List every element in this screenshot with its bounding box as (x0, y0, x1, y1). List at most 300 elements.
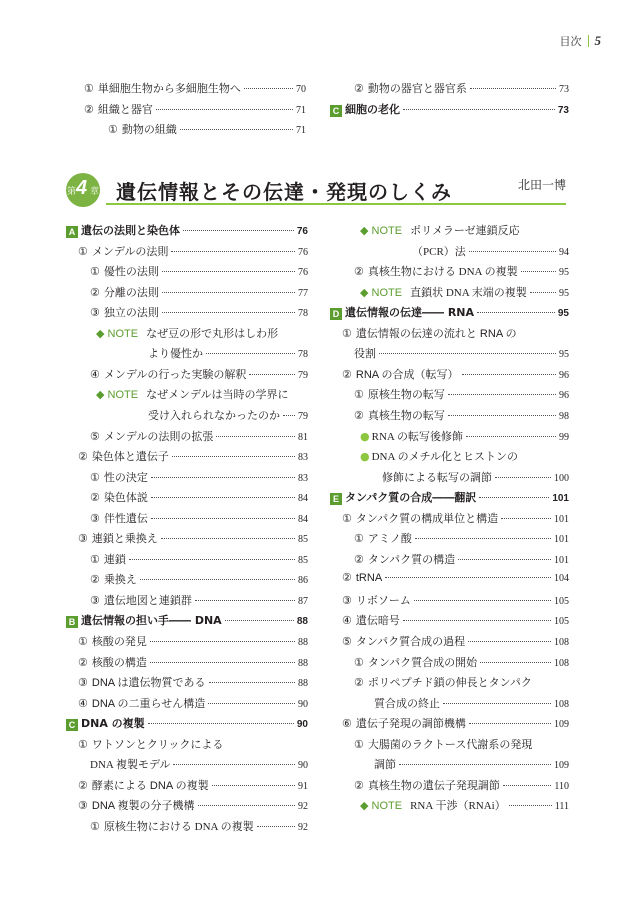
chapter-badge (66, 173, 100, 207)
entry-page: 76 (298, 246, 308, 258)
dot-leader (206, 353, 295, 354)
toc-entry[interactable] (330, 756, 569, 775)
entry-page: 99 (559, 431, 569, 443)
entry-page: 85 (298, 534, 308, 546)
toc-entry[interactable] (66, 489, 308, 508)
entry-page: 83 (298, 452, 308, 464)
entry-page: 90 (298, 760, 308, 772)
entry-number: ① (90, 471, 100, 484)
entry-number: ② (354, 677, 364, 690)
toc-entry[interactable] (66, 386, 308, 405)
entry-number: ② (354, 553, 364, 566)
chapter-prefix: 第 (67, 186, 77, 196)
entry-page: 84 (298, 513, 308, 525)
toc-entry[interactable] (330, 101, 569, 120)
entry-title: 核酸の発見 (91, 636, 147, 648)
toc-entry[interactable] (84, 121, 306, 140)
entry-page: 101 (554, 534, 569, 546)
entry-title: 遺伝情報の担い手―― DNA (81, 614, 222, 628)
dot-leader (477, 312, 555, 313)
entry-title: ワトソンとクリックによる (91, 738, 224, 751)
entry-title: ポリペプチド鎖の伸長とタンパク (367, 677, 532, 690)
entry-page: 104 (554, 573, 569, 585)
entry-title: RNA 干渉（RNAi） (410, 800, 506, 813)
entry-page: 73 (557, 104, 569, 116)
entry-number: ① (354, 533, 364, 546)
entry-page: 101 (552, 493, 569, 505)
entry-title: 原核生物における DNA の複製 (103, 820, 254, 833)
entry-title: RNA の転写後修飾 (371, 430, 463, 443)
entry-page: 108 (554, 657, 569, 669)
toc-entry[interactable] (330, 428, 569, 447)
entry-title: DNA の二重らせん構造 (91, 697, 206, 710)
entry-number: ① (342, 512, 352, 525)
entry-page: 87 (298, 595, 308, 607)
entry-title: 組織と器官 (97, 103, 153, 116)
dot-leader (148, 723, 294, 724)
entry-page: 101 (554, 513, 569, 525)
toc-entry[interactable] (66, 222, 308, 241)
dot-leader (415, 538, 551, 539)
entry-page: 105 (554, 616, 569, 628)
entry-title: 大腸菌のラクトース代謝系の発現 (367, 738, 533, 751)
dot-leader (150, 641, 295, 642)
entry-title: タンパク質の合成――翻訳 (345, 491, 477, 505)
entry-page: 88 (298, 678, 308, 690)
dot-leader (156, 109, 293, 110)
entry-page: 109 (554, 719, 569, 731)
toc-entry[interactable] (330, 715, 569, 734)
page-header (560, 33, 602, 49)
entry-number: ① (78, 245, 88, 258)
entry-page: 79 (298, 410, 308, 422)
entry-title: タンパク質の構造 (367, 553, 456, 566)
entry-page: 92 (298, 821, 308, 833)
toc-entry[interactable] (84, 80, 306, 99)
chapter-suffix: 章 (89, 186, 99, 196)
toc-entry[interactable] (330, 489, 569, 508)
entry-title: 分離の法則 (103, 286, 159, 299)
entry-title: 真核生物の転写 (367, 409, 445, 422)
entry-page: 108 (554, 698, 569, 710)
entry-number: ④ (90, 368, 100, 381)
toc-entry[interactable] (330, 469, 569, 488)
entry-title: RNA の合成（転写） (355, 368, 459, 381)
entry-title: 核酸の構造 (91, 656, 147, 669)
toc-entry[interactable] (66, 715, 308, 734)
entry-page: 79 (298, 369, 308, 381)
entry-title: DNA 複製の分子機構 (91, 800, 195, 813)
entry-number: ② (90, 286, 100, 299)
toc-entry[interactable] (330, 797, 569, 816)
dot-leader (503, 785, 551, 786)
entry-number: ① (78, 636, 88, 648)
entry-number: ② (78, 451, 88, 464)
entry-title: アミノ酸 (367, 533, 412, 546)
toc-entry[interactable] (330, 263, 569, 282)
entry-number: ③ (90, 307, 100, 320)
entry-page: 90 (296, 719, 308, 731)
entry-number: ⑤ (90, 430, 100, 443)
entry-number: ③ (90, 594, 100, 607)
entry-title: 動物の器官と器官系 (367, 83, 467, 95)
toc-entry[interactable] (330, 304, 569, 323)
toc-entry[interactable] (330, 695, 569, 714)
toc-entry[interactable] (66, 777, 308, 796)
entry-title: 遺伝の法則と染色体 (81, 224, 180, 237)
entry-title: 酵素による DNA の複製 (91, 779, 209, 792)
toc-entry[interactable] (84, 101, 306, 120)
entry-title: タンパク質合成の開始 (367, 656, 478, 669)
entry-number: ① (108, 124, 118, 136)
entry-title: 遺伝暗号 (355, 615, 400, 628)
entry-page: 77 (298, 287, 308, 299)
note-label: ◆ NOTE (96, 389, 139, 402)
toc-entry[interactable] (66, 592, 308, 611)
toc-entry[interactable] (66, 263, 308, 282)
entry-number: ① (354, 738, 364, 751)
entry-page: 101 (554, 554, 569, 566)
entry-page: 88 (296, 616, 308, 628)
note-label: ◆ NOTE (360, 800, 403, 813)
toc-entry[interactable] (330, 633, 569, 652)
dot-leader (151, 477, 295, 478)
entry-page: 96 (559, 390, 569, 402)
dot-leader (458, 559, 551, 560)
entry-number: ① (78, 738, 88, 751)
entry-page: 71 (296, 125, 306, 136)
entry-page: 98 (559, 410, 569, 422)
dot-leader (208, 703, 295, 704)
note-label: ◆ NOTE (360, 286, 403, 299)
entry-title: タンパク質の構成単位と構造 (355, 512, 499, 525)
entry-number: ② (78, 779, 88, 792)
entry-page: 95 (559, 349, 569, 361)
chapter-rule (106, 203, 566, 205)
toc-entry[interactable] (330, 243, 569, 262)
toc-entry[interactable] (66, 654, 308, 673)
dot-leader (180, 129, 293, 130)
entry-title: 伴性遺伝 (103, 512, 148, 525)
dot-leader (530, 292, 556, 293)
entry-title: メンデルの行った実験の解釈 (103, 368, 247, 381)
toc-entry[interactable] (330, 80, 569, 99)
dot-leader (162, 271, 295, 272)
entry-number: ① (90, 820, 100, 833)
entry-title: 調節 (374, 759, 396, 772)
section-letter-box: C (66, 719, 78, 731)
dot-leader (225, 620, 294, 621)
toc-entry[interactable] (330, 345, 569, 364)
entry-title: 遺伝地図と連鎖群 (103, 594, 192, 607)
entry-page: 91 (298, 780, 308, 792)
toc-entry[interactable] (66, 818, 308, 837)
toc-entry[interactable] (66, 674, 308, 693)
entry-page: 81 (298, 431, 308, 443)
chapter-number: 4 (76, 177, 88, 199)
header-divider (588, 35, 589, 47)
entry-title: 連鎖 (103, 553, 126, 566)
dot-leader (129, 559, 295, 560)
entry-title: 受け入れられなかったのか (148, 409, 280, 422)
dot-leader (283, 415, 295, 416)
entry-number: ② (84, 103, 94, 116)
toc-entry[interactable] (66, 284, 308, 303)
entry-title: DNA の複製 (81, 717, 145, 731)
entry-number: ③ (78, 800, 88, 813)
dot-leader (469, 723, 551, 724)
toc-entry[interactable] (66, 469, 308, 488)
toc-entry[interactable] (330, 510, 569, 529)
entry-number: ① (90, 553, 100, 566)
dot-leader (212, 785, 295, 786)
chapter-heading (66, 170, 566, 204)
entry-page: 83 (298, 472, 308, 484)
entry-number: ③ (90, 512, 100, 525)
entry-title: 真核生物における DNA の複製 (367, 266, 518, 279)
toc-entry[interactable] (330, 592, 569, 611)
dot-leader (468, 641, 551, 642)
entry-page: 111 (554, 801, 569, 813)
entry-page: 76 (298, 267, 308, 279)
entry-title: メンデルの法則の拡張 (103, 430, 214, 443)
toc-entry[interactable] (330, 612, 569, 631)
toc-entry[interactable] (66, 366, 308, 385)
header-label: 目次 (559, 35, 582, 48)
entry-title: ポリメラーゼ連鎖反応 (410, 225, 520, 237)
section-letter-box: D (330, 308, 342, 320)
note-label: ◆ NOTE (96, 327, 139, 340)
toc-entry[interactable] (66, 633, 308, 652)
entry-page: 108 (554, 637, 569, 648)
dot-leader (161, 538, 295, 539)
entry-page: 96 (559, 369, 569, 381)
toc-entry[interactable] (66, 448, 308, 467)
entry-number: ② (342, 368, 352, 381)
dot-leader (173, 764, 295, 765)
dot-leader (244, 88, 293, 89)
chapter-author: 北田一博 (517, 178, 566, 192)
entry-page: 88 (298, 637, 308, 648)
section-letter-box: A (66, 226, 78, 238)
entry-title: 連鎖と乗換え (91, 533, 158, 546)
toc-entry[interactable] (66, 736, 308, 755)
dot-leader (414, 600, 551, 601)
toc-entry[interactable] (66, 571, 308, 590)
entry-title: （PCR）法 (412, 245, 466, 258)
section-letter-box: B (66, 616, 78, 628)
entry-title: 質合成の終止 (374, 697, 440, 710)
entry-number: ④ (342, 615, 352, 628)
entry-title: DNA のメチル化とヒストンの (371, 451, 519, 464)
dot-leader (172, 456, 295, 457)
entry-page: 110 (554, 780, 569, 792)
dot-leader (209, 682, 295, 683)
toc-entry[interactable] (66, 551, 308, 570)
section-letter-box: C (330, 105, 342, 117)
dot-leader (249, 374, 295, 375)
entry-page: 71 (296, 104, 306, 116)
dot-leader (216, 436, 295, 437)
entry-number: ① (84, 83, 94, 95)
entry-page: 100 (554, 472, 569, 484)
entry-title: 染色体と遺伝子 (91, 451, 169, 464)
entry-page: 94 (559, 246, 569, 258)
dot-leader (140, 579, 295, 580)
dot-leader (443, 703, 551, 704)
entry-title: 役割 (354, 348, 376, 361)
dot-leader (257, 826, 295, 827)
toc-entry[interactable] (330, 325, 569, 344)
entry-title: 動物の組織 (121, 124, 177, 136)
entry-title: リボソーム (355, 594, 411, 607)
entry-number: ④ (78, 697, 88, 710)
entry-title: 遺伝情報の伝達―― RNA (345, 306, 475, 320)
entry-title: 優性の法則 (103, 266, 159, 279)
dot-leader (466, 436, 556, 437)
entry-title: 直鎖状 DNA 末端の複製 (410, 286, 527, 299)
toc-entry[interactable] (330, 674, 569, 693)
entry-number: ① (354, 656, 364, 669)
dot-leader (403, 109, 555, 110)
entry-title: DNA 複製モデル (90, 759, 171, 772)
dot-leader (171, 251, 295, 252)
entry-title: 真核生物の遺伝子発現調節 (367, 779, 500, 792)
entry-page: 105 (554, 595, 569, 607)
dot-leader (470, 88, 556, 89)
entry-page: 95 (557, 308, 569, 320)
entry-number: ② (90, 574, 100, 587)
dot-leader (151, 497, 295, 498)
bullet-icon: ● (360, 450, 370, 464)
entry-number: ③ (78, 677, 88, 690)
entry-page: 85 (298, 554, 308, 566)
toc-entry[interactable] (66, 797, 308, 816)
toc-entry[interactable] (66, 325, 308, 344)
entry-page: 70 (296, 84, 306, 95)
bullet-icon: ● (360, 429, 370, 443)
toc-entry[interactable] (66, 243, 308, 262)
dot-leader (151, 518, 295, 519)
toc-entry[interactable] (330, 386, 569, 405)
entry-page: 76 (296, 226, 308, 237)
toc-entry[interactable] (330, 777, 569, 796)
toc-entry[interactable] (66, 530, 308, 549)
dot-leader (150, 662, 295, 663)
entry-page: 92 (298, 801, 308, 813)
dot-leader (521, 271, 556, 272)
entry-number: ⑤ (342, 636, 352, 648)
entry-page: 95 (559, 267, 569, 279)
entry-number: ② (354, 266, 364, 279)
entry-page: 86 (298, 575, 308, 587)
toc-entry[interactable] (66, 428, 308, 447)
toc-entry[interactable] (330, 448, 569, 467)
toc-entry[interactable] (66, 345, 308, 364)
entry-title: 修飾による転写の調節 (382, 471, 492, 484)
entry-title: 遺伝情報の伝達の流れと RNA の (355, 327, 517, 340)
entry-page: 95 (559, 287, 569, 299)
entry-number: ① (354, 389, 364, 402)
entry-title: メンデルの法則 (91, 245, 169, 258)
entry-title: 性の決定 (103, 471, 148, 484)
dot-leader (480, 662, 551, 663)
entry-title: 細胞の老化 (345, 102, 400, 116)
toc-entry[interactable] (330, 736, 569, 755)
entry-page: 88 (298, 657, 308, 669)
section-letter-box: E (330, 493, 342, 505)
dot-leader (183, 230, 294, 231)
entry-number: ② (342, 572, 352, 585)
toc-entry[interactable] (66, 756, 308, 775)
entry-title: なぜ豆の形で丸形はしわ形 (146, 327, 279, 340)
entry-page: 90 (298, 698, 308, 710)
toc-entry[interactable] (66, 304, 308, 323)
toc-entry[interactable] (330, 366, 569, 385)
toc-entry[interactable] (330, 284, 569, 303)
dot-leader (509, 805, 552, 806)
dot-leader (495, 477, 551, 478)
dot-leader (162, 292, 295, 293)
dot-leader (479, 497, 549, 498)
toc-entry[interactable] (66, 510, 308, 529)
note-label: ◆ NOTE (360, 225, 403, 237)
toc-entry[interactable] (66, 695, 308, 714)
entry-title: 乗換え (103, 574, 137, 587)
entry-title: 独立の法則 (103, 307, 159, 320)
dot-leader (469, 251, 556, 252)
dot-leader (379, 353, 556, 354)
toc-entry[interactable] (330, 654, 569, 673)
dot-leader (162, 312, 295, 313)
dot-leader (195, 600, 295, 601)
dot-leader (403, 620, 551, 621)
dot-leader (385, 577, 551, 578)
dot-leader (462, 374, 556, 375)
entry-page: 84 (298, 493, 308, 505)
toc-entry[interactable] (330, 551, 569, 570)
chapter-title: 遺伝情報とその伝達・発現のしくみ (116, 180, 452, 204)
entry-title: より優性か (148, 348, 203, 361)
toc-entry[interactable] (330, 571, 569, 590)
entry-title: なぜメンデルは当時の学界に (146, 389, 289, 402)
page-number: 5 (594, 33, 601, 48)
toc-entry[interactable] (330, 530, 569, 549)
entry-title: 原核生物の転写 (367, 389, 445, 402)
toc-entry[interactable] (66, 407, 308, 426)
entry-title: DNA は遺伝物質である (91, 677, 206, 690)
entry-page: 109 (554, 760, 569, 772)
dot-leader (198, 805, 295, 806)
entry-number: ② (78, 656, 88, 669)
toc-entry[interactable] (330, 222, 569, 241)
entry-title: 単細胞生物から多細胞生物へ (97, 83, 241, 95)
entry-page: 78 (298, 349, 308, 361)
entry-title: タンパク質合成の過程 (355, 636, 466, 648)
entry-title: tRNA (355, 572, 383, 585)
toc-entry[interactable] (66, 612, 308, 631)
entry-number: ② (354, 409, 364, 422)
dot-leader (501, 518, 551, 519)
entry-number: ③ (342, 594, 352, 607)
entry-title: 染色体説 (103, 492, 148, 505)
entry-number: ② (90, 492, 100, 505)
entry-page: 78 (298, 308, 308, 320)
toc-entry[interactable] (330, 407, 569, 426)
dot-leader (448, 415, 556, 416)
entry-number: ⑥ (342, 718, 352, 731)
entry-number: ② (354, 779, 364, 792)
